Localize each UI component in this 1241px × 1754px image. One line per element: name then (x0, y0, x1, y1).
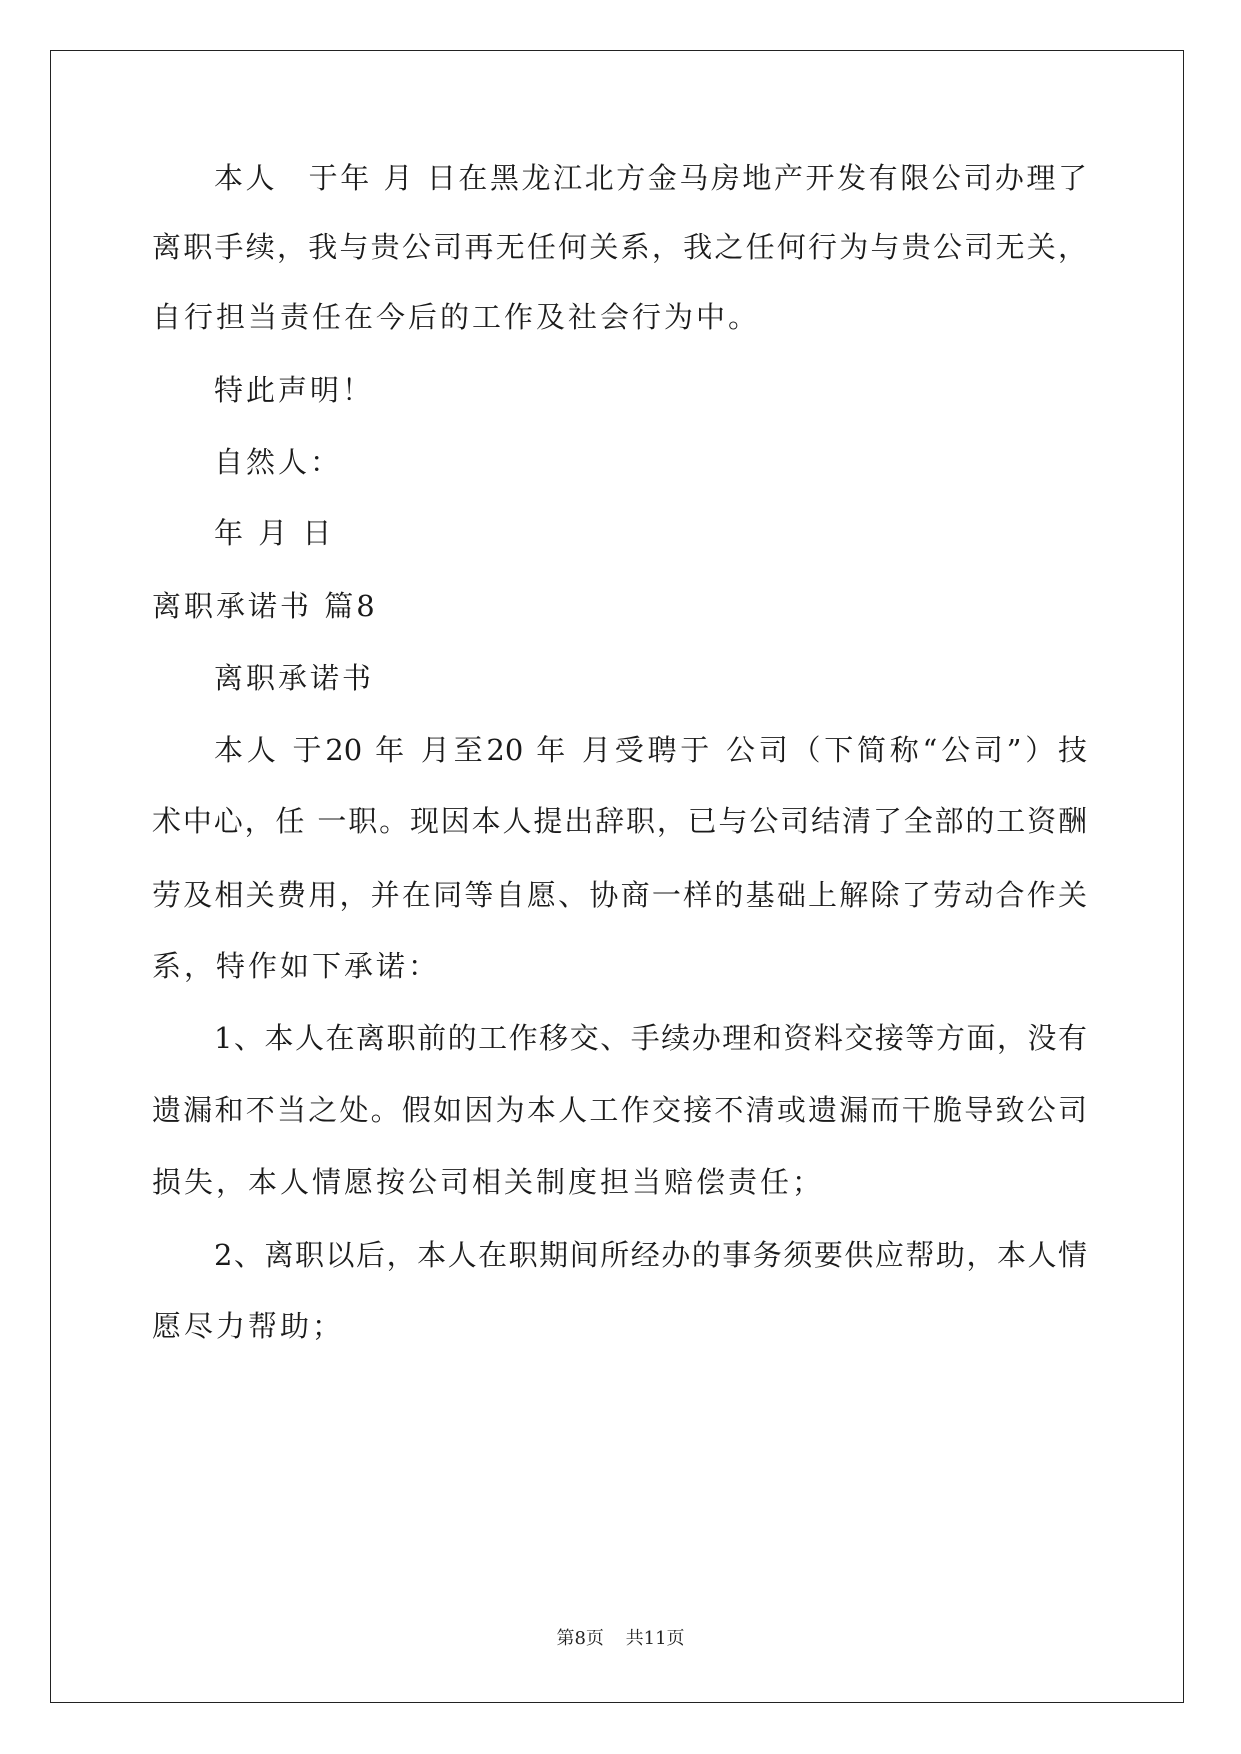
page-number: 第8页 (556, 1628, 604, 1649)
text-line: 术中心，任 一职。现因本人提出辞职，已与公司结清了全部的工资酬 (152, 804, 1087, 838)
text-line: 1、本人在离职前的工作移交、手续办理和资料交接等方面，没有 (214, 1021, 1087, 1055)
text-line: 损失，本人情愿按公司相关制度担当赔偿责任； (152, 1165, 825, 1199)
page-footer (0, 1627, 1241, 1651)
text-line: 本人 于年 月 日在黑龙江北方金马房地产开发有限公司办理了 (214, 161, 1087, 195)
section-heading: 离职承诺书 篇8 (152, 589, 378, 623)
text-line: 劳及相关费用，并在同等自愿、协商一样的基础上解除了劳动合作关 (152, 878, 1087, 912)
text-line: 系，特作如下承诺： (152, 949, 441, 983)
document-title: 离职承诺书 (214, 661, 375, 695)
text-line: 自然人： (214, 445, 343, 479)
page-total: 共11页 (625, 1628, 685, 1649)
text-line: 年 月 日 (214, 516, 335, 550)
text-line: 遗漏和不当之处。假如因为本人工作交接不清或遗漏而干脆导致公司 (152, 1093, 1087, 1127)
text-line: 特此声明！ (214, 373, 375, 407)
text-line: 本人 于20 年 月至20 年 月受聘于 公司（下简称“公司”）技 (214, 733, 1087, 767)
text-line: 2、离职以后，本人在职期间所经办的事务须要供应帮助，本人情 (214, 1238, 1087, 1272)
text-line: 离职手续，我与贵公司再无任何关系，我之任何行为与贵公司无关， (152, 230, 1087, 264)
text-line: 自行担当责任在今后的工作及社会行为中。 (152, 300, 761, 334)
text-line: 愿尽力帮助； (152, 1309, 345, 1343)
